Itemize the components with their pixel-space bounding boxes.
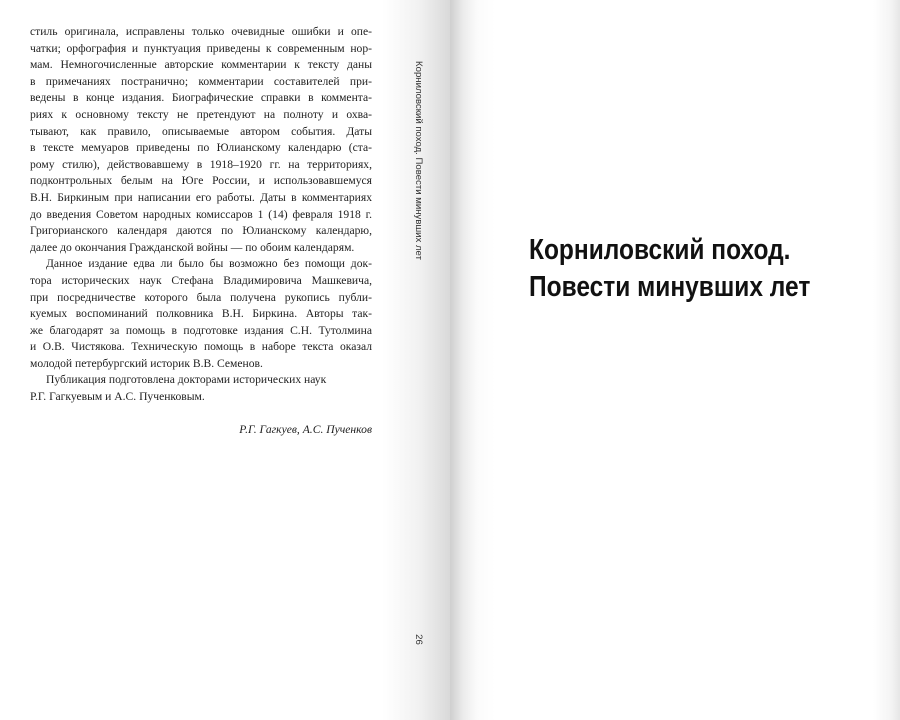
- chapter-title-line-2: Повести минувших лет: [529, 271, 811, 303]
- text-line: куемых воспоминаний полковника В.Н. Биркина. Авторы так-: [30, 307, 372, 321]
- text-line: Данное издание едва ли было бы возможно без помощи док-: [46, 257, 372, 271]
- text-line: далее до окончания Гражданской войны — по обоим календарям.: [30, 240, 355, 254]
- text-line: в тексте мемуаров приведены по Юлианскому календарю (ста-: [30, 141, 372, 155]
- running-head-text: Корниловский поход. Повести минувших лет: [412, 60, 424, 260]
- text-line: чатки; орфография и пунктуация приведены к современным нор-: [30, 41, 372, 55]
- chapter-title-line-1: Корниловский поход.: [529, 234, 791, 266]
- text-line: Публикация подготовлена докторами исторических наук: [46, 373, 327, 387]
- author-signature: Р.Г. Гагкуев, А.С. Пученков: [239, 423, 372, 436]
- right-page: [450, 0, 900, 720]
- text-line: в примечаниях постранично; комментарии составителей при-: [30, 74, 372, 88]
- running-head: [411, 55, 425, 265]
- text-line: ведены в конце издания. Биографические справки в коммента-: [30, 91, 372, 105]
- text-line: рому стилю), действовавшему в 1918–1920 гг. на территориях,: [30, 157, 372, 171]
- text-line: Р.Г. Гагкуевым и А.С. Пученковым.: [30, 390, 205, 404]
- chapter-title: [529, 232, 839, 306]
- text-line: стиль оригинала, исправлены только очевидные ошибки и опе-: [30, 25, 372, 38]
- page-number: [411, 630, 425, 648]
- text-line: и О.В. Чистякова. Техническую помощь в наборе текста оказал: [30, 340, 372, 354]
- text-line: мам. Немногочисленные авторские комментарии к тексту даны: [30, 58, 372, 72]
- text-line: же благодарят за помощь в подготовке издания С.Н. Тутолмина: [30, 323, 372, 337]
- text-line: тора исторических наук Стефана Владимировича Машкевича,: [30, 273, 372, 287]
- text-line: В.Н. Биркиным при написании его работы. Даты в комментариях: [30, 190, 372, 204]
- text-line: Григорианского календаря даются по Юлианскому календарю,: [30, 224, 372, 238]
- text-line: тывают, как правило, описываемые автором события. Даты: [30, 124, 372, 138]
- page-number-text: 26: [412, 633, 424, 645]
- text-line: подконтрольных белым на Юге России, и использовавшемуся: [30, 174, 372, 188]
- text-line: риях к основному тексту не претендуют на полноту и охва-: [30, 107, 372, 121]
- body-text: [30, 24, 372, 406]
- text-line: до введения Советом народных комиссаров 1 (14) февраля 1918 г.: [30, 207, 372, 221]
- text-line: при посредничестве которого была получена рукопись публи-: [30, 290, 372, 304]
- text-line: молодой петербургский историк В.В. Семенов.: [30, 356, 263, 370]
